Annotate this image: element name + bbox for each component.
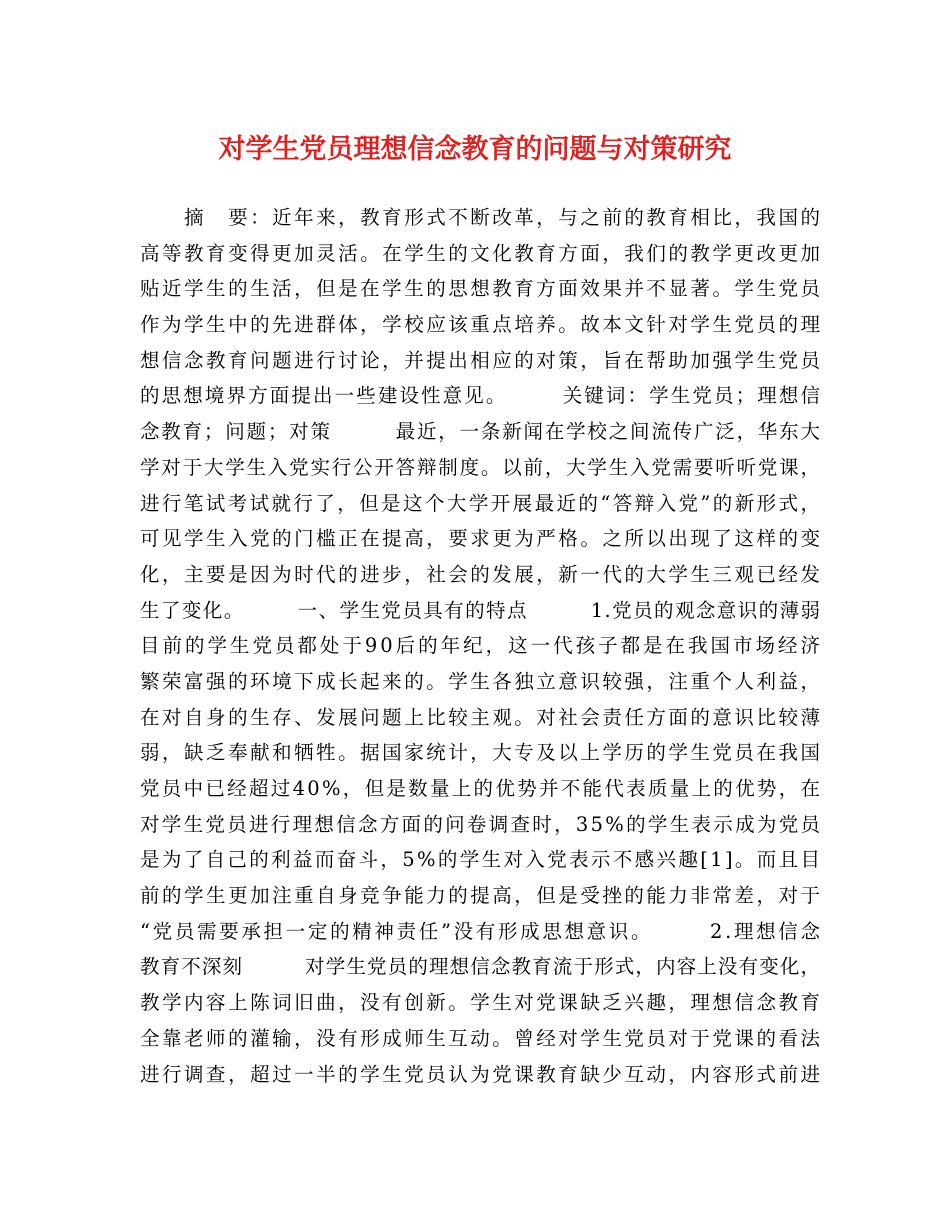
body-text-line: 繁荣富强的环境下成长起来的。学生各独立意识较强，注重个人利益， — [140, 669, 823, 693]
body-text-line: 学对于大学生入党实行公开答辩制度。以前，大学生入党需要听听党课， — [140, 455, 822, 479]
body-text-line: 化，主要是因为时代的进步，社会的发展，新一代的大学生三观已经发 — [140, 562, 823, 586]
document-body — [140, 200, 823, 1092]
body-text-line: 党员中已经超过40%，但是数量上的优势并不能代表质量上的优势，在 — [140, 777, 823, 800]
body-text-line: 教学内容上陈词旧曲，没有创新。学生对党课缺乏兴趣，理想信念教育 — [140, 991, 823, 1015]
body-text-line: 生了变化。 一、学生党员具有的特点 1.党员的观念意识的薄弱 — [140, 598, 822, 622]
body-text-line: 进行调查，超过一半的学生党员认为党课教育缺少互动，内容形式前进 — [140, 1062, 823, 1086]
body-text-line: 贴近学生的生活，但是在学生的思想教育方面效果并不显著。学生党员 — [140, 277, 823, 301]
body-text-line: 教育不深刻 对学生党员的理想信念教育流于形式，内容上没有变化， — [140, 955, 822, 979]
body-text-line: 目前的学生党员都处于90后的年纪，这一代孩子都是在我国市场经济 — [140, 634, 823, 658]
body-text-line: 弱，缺乏奉献和牺牲。据国家统计，大专及以上学历的学生党员在我国 — [140, 741, 823, 765]
body-text-line: 对学生党员进行理想信念方面的问卷调查时，35%的学生表示成为党员 — [140, 812, 823, 836]
body-text-line: 摘 要：近年来，教育形式不断改革，与之前的教育相比，我国的 — [140, 206, 823, 229]
body-text-line: 在对自身的生存、发展问题上比较主观。对社会责任方面的意识比较薄 — [140, 705, 823, 729]
body-text-line: 高等教育变得更加灵活。在学生的文化教育方面，我们的教学更改更加 — [140, 241, 823, 265]
document-title: 对学生党员理想信念教育的问题与对策研究 — [218, 134, 732, 165]
body-text-line: 进行笔试考试就行了，但是这个大学开展最近的“答辩入党”的新形式， — [140, 491, 823, 515]
body-text-line: 全靠老师的灌输，没有形成师生互动。曾经对学生党员对于党课的看法 — [140, 1026, 823, 1050]
body-text-line: 的思想境界方面提出一些建设性意见。 关键词：学生党员；理想信 — [140, 384, 823, 408]
body-text-line: 是为了自己的利益而奋斗，5%的学生对入党表示不感兴趣[1]。而且目 — [140, 848, 823, 872]
body-text-line: 念教育；问题；对策 最近，一条新闻在学校之间流传广泛，华东大 — [140, 420, 822, 444]
body-text-line: 想信念教育问题进行讨论，并提出相应的对策，旨在帮助加强学生党员 — [140, 348, 823, 372]
body-text-line: 可见学生入党的门槛正在提高，要求更为严格。之所以出现了这样的变 — [140, 527, 823, 551]
body-text-line: 前的学生更加注重自身竞争能力的提高，但是受挫的能力非常差，对于 — [140, 884, 823, 908]
body-text-line: “党员需要承担一定的精神责任”没有形成思想意识。 2.理想信念 — [140, 919, 823, 943]
body-text-line: 作为学生中的先进群体，学校应该重点培养。故本文针对学生党员的理 — [140, 313, 823, 337]
